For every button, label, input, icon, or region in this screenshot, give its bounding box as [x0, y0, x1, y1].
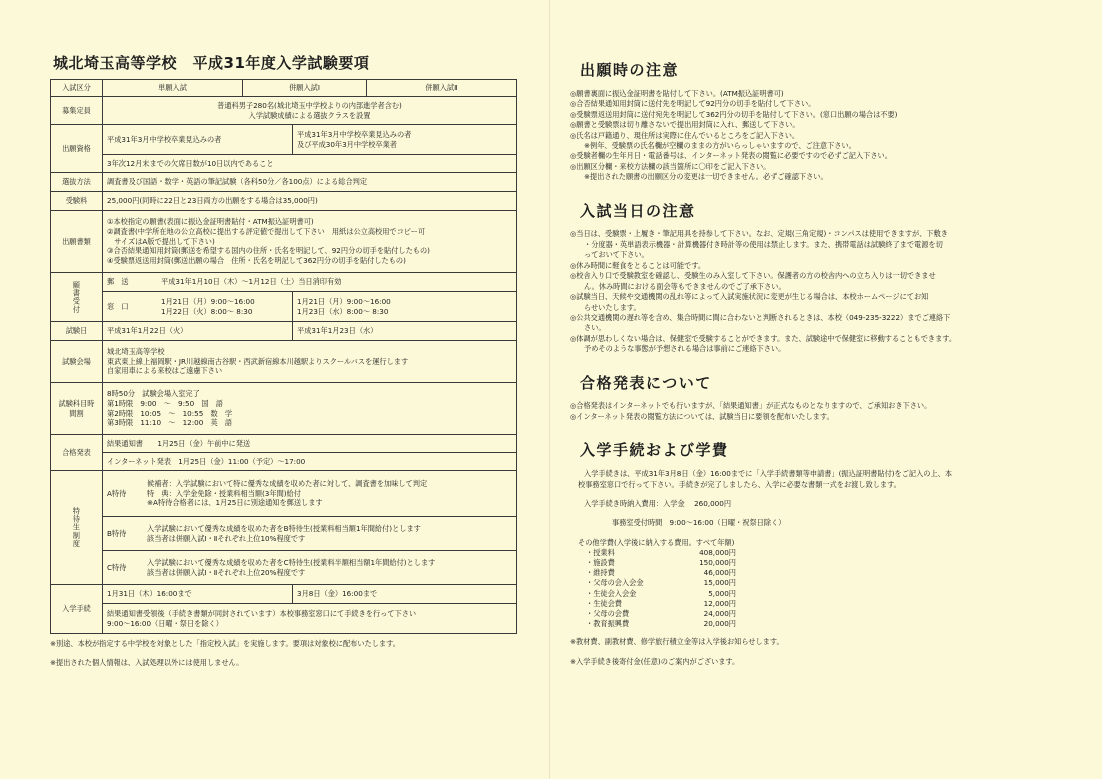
jimu-hours: 事務室受付時間 9:00～16:00（日曜・祝祭日除く） — [612, 518, 786, 528]
yuso-text: 平成31年1月10日（木）～1月12日（土）当日消印有効 — [161, 277, 342, 287]
fee-name: ・生徒会入会金 — [586, 588, 637, 598]
row-tokutai-c — [51, 551, 517, 585]
row-kamoku — [51, 383, 517, 435]
toujitsu-line: ◎試験当日、天候や交通機関の乱れ等によって入試実施状況に変更が生じる場合は、本校ホームページにてお知 — [570, 292, 929, 302]
sonota-heading: その他学費(入学後に納入する費用。すべて年額) — [578, 537, 735, 547]
toujitsu-line: ◎体調が思わしくない場合は、保健室で受験することができます。また、試験途中で保健室に移動することもできます。 — [570, 333, 957, 343]
shutsugan-line: ※例年、受験票の氏名欄が空欄のままの方がいらっしゃいますので、ご注意下さい。 — [584, 140, 856, 150]
tetsuzuki-value — [103, 604, 517, 634]
label-ryo: 受験料 — [51, 192, 103, 211]
fee-row — [570, 589, 736, 599]
gakuhi-intro-line: 校事務室窓口で行って下さい。手続きが完了しましたら、入学に必要な書類一式をお渡し致します。 — [578, 479, 901, 489]
kamoku-value — [103, 383, 517, 435]
row-gansho-madoguchi — [51, 292, 517, 322]
fee-row — [570, 548, 736, 558]
kaijo-line: 自家用車による来校はご遠慮下さい — [107, 366, 223, 376]
fee-name: ・教育振興費 — [586, 618, 630, 628]
tetsuzuki-left: 1月31日（木）16:00まで — [103, 585, 293, 604]
row-boshu — [51, 97, 517, 125]
shutsugan-line: ◎合否結果通知用封筒に送付先を明記して92円分の切手を貼付して下さい。 — [570, 99, 816, 109]
shigan-heigan-line: 及び平成30年3月中学校卒業者 — [297, 139, 397, 149]
row-shigan — [51, 125, 517, 155]
ryo-value: 25,000円(同時に22日と23日両方の出願をする場合は35,000円) — [103, 192, 517, 211]
toujitsu-line: さい。 — [584, 323, 606, 333]
gakuhi-note2: ※入学手続き後寄付金(任意)のご案内がございます。 — [570, 657, 740, 667]
col-heigan1: 併願入試Ⅰ — [243, 80, 367, 97]
toujitsu-line: ◎休み時間に軽食をとることは可能です。 — [570, 260, 706, 270]
row-tokutai-b — [51, 517, 517, 551]
fee-row — [570, 568, 736, 578]
nyugakukin: 入学手続き時納入費用：入学金 260,000円 — [584, 498, 732, 508]
fee-name: ・父母の会費 — [586, 608, 630, 618]
madoguchi-left-line: 1月21日（月）9:00～16:00 — [161, 296, 255, 306]
madoguchi-right — [293, 292, 517, 322]
madoguchi-right-line: 1月23日（水）8:00～ 8:30 — [297, 306, 389, 316]
boshu-line: 入学試験成績による選抜クラスを設置 — [248, 110, 371, 120]
shorui-line: ②調査書(中学所在地の公立高校に提出する評定値で提出して下さい 用紙は公立高校用でコピー可 — [107, 226, 426, 236]
happyo-list — [570, 401, 1060, 422]
shorui-line: ③合否結果通知用封筒(郵送を希望する国内の住所・氏名を明記して、92円分の切手を貼付したもの) — [107, 246, 430, 256]
label-tokutai: 特待生制度 — [51, 471, 103, 585]
madoguchi-right-line: 1月21日（月）9:00～16:00 — [297, 296, 391, 306]
toujitsu-line: らせいたします。 — [584, 302, 641, 312]
kaijo-line: 東武東上線上福岡駅・JR川越線南古谷駅・西武新宿線本川越駅よりスクールバスを運行します — [107, 356, 409, 366]
fee-amount: 150,000円 — [699, 558, 736, 568]
shorui-line: ①本校指定の願書(表面に振込金証明書貼付・ATM振込証明書可) — [107, 217, 314, 227]
tokutai-a-label: A特待 — [107, 488, 127, 498]
row-tetsuzuki-lines — [51, 604, 517, 634]
label-senko: 選抜方法 — [51, 173, 103, 192]
tetsuzuki-line: 結果通知書受領後（手続き書類が同封されています）本校事務室窓口にて手続きを行って下さい — [107, 608, 417, 618]
tokutai-b-line: 入学試験において優秀な成績を収めた者をB特待生(授業料相当額1年間給付)とします — [147, 523, 421, 533]
madoguchi-left-line: 1月22日（火）8:00～ 8:30 — [161, 306, 253, 316]
fee-name: ・授業料 — [586, 548, 615, 558]
shutsugan-line: ◎受験者欄の生年月日・電話番号は、インターネット発表の閲覧に必要ですので必ずご記入下さい。 — [570, 151, 892, 161]
page-title: 城北埼玉高等学校 平成31年度入学試験要項 — [53, 54, 370, 72]
tokutai-a-line: 特 典：入学金免除・授業料相当額(3年間)給付 — [147, 488, 301, 498]
label-shikenbi: 試験日 — [51, 322, 103, 341]
label-tetsuzuki: 入学手続 — [51, 585, 103, 634]
tokutai-a-line: 候補者：入学試験において特に優秀な成績を収めた者に対して、調査書を加味して判定 — [147, 478, 428, 488]
fee-amount: 5,000円 — [708, 588, 736, 598]
shorui-line: サイズはA版で提出して下さい) — [107, 236, 215, 246]
section-shutsugan — [570, 60, 1060, 183]
kaijo-line: 城北埼玉高等学校 — [107, 346, 165, 356]
shikenbi-left: 平成31年1月22日（火） — [103, 322, 293, 341]
section-gakuhi — [570, 440, 1060, 667]
row-kaijo — [51, 341, 517, 383]
fee-amount: 24,000円 — [703, 608, 736, 618]
senko-value: 調査書及び国語・数学・英語の筆記試験（各科50分／各100点）による総合判定 — [103, 173, 517, 192]
row-tetsuzuki-date — [51, 585, 517, 604]
fee-name: ・施設費 — [586, 558, 615, 568]
section-toujitsu — [570, 201, 1060, 355]
fee-row — [570, 619, 736, 629]
row-gokaku-tsuchi — [51, 435, 517, 453]
tokutai-c — [103, 551, 517, 585]
toujitsu-line: ◎校舎入り口で受験教室を確認し、受験生のみ入室して下さい。保護者の方の校舎内への立ち入りは一切できませ — [570, 271, 936, 281]
boshu-line: 普通科男子280名(城北埼玉中学校よりの内部進学者含む) — [217, 100, 402, 110]
shikenbi-right: 平成31年1月23日（水） — [293, 322, 517, 341]
fee-row — [570, 578, 736, 588]
tokutai-b — [103, 517, 517, 551]
shorui-line: ④受験票返送用封筒(郵送出願の場合 住所・氏名を明記して362円分の切手を貼付したもの) — [107, 256, 406, 266]
tokutai-c-line: 該当者は併願入試Ⅰ・Ⅱそれぞれ上位20%程度です — [147, 567, 306, 577]
toujitsu-line: ん。休み時間における面会等もできませんのでご了承下さい。 — [584, 281, 786, 291]
tetsuzuki-line: 9:00～16:00（日曜・祭日を除く） — [107, 618, 223, 628]
shutsugan-line: ※提出された願書の出願区分の変更は一切できません。必ずご確認下さい。 — [584, 172, 828, 182]
heading-toujitsu: 入試当日の注意 — [580, 201, 696, 220]
yuso-label: 郵 送 — [107, 277, 129, 287]
shigan-heigan-line: 平成31年3月中学校卒業見込みの者 — [297, 129, 412, 139]
row-gokaku-net — [51, 453, 517, 471]
shorui-value — [103, 211, 517, 273]
shutsugan-list — [570, 89, 1060, 183]
tokutai-a — [103, 471, 517, 517]
row-header — [51, 80, 517, 97]
kaijo-value — [103, 341, 517, 383]
tokutai-c-label: C特待 — [107, 562, 127, 572]
gokaku-net: インターネット発表 1月25日（金）11:00（予定）～17:00 — [103, 453, 517, 471]
fee-row — [570, 558, 736, 568]
fee-amount: 408,000円 — [699, 548, 736, 558]
gokaku-tsuchi: 結果通知書 1月25日（金）午前中に発送 — [103, 435, 517, 453]
fee-list — [570, 548, 1060, 629]
toujitsu-line: 予めそのような事態が予想される場合は事前にご連絡下さい。 — [584, 344, 786, 354]
label-kubun: 入試区分 — [51, 80, 103, 97]
row-shorui — [51, 211, 517, 273]
col-heigan2: 併願入試Ⅱ — [367, 80, 517, 97]
shutsugan-line: ◎出願区分欄・来校方法欄の該当箇所に〇印をご記入下さい。 — [570, 161, 771, 171]
toujitsu-line: ◎当日は、受験票・上履き・筆記用具を持参して下さい。なお、定規(三角定規)・コンパスは使用できますが、下敷き — [570, 229, 948, 239]
note-privacy: ※提出された個人情報は、入試処理以外には使用しません。 — [50, 658, 244, 667]
happyo-line: ◎合格発表はインターネットでも行いますが、「結果通知書」が正式なものとなりますので、ご承知おき下さい。 — [570, 401, 932, 411]
kamoku-line: 第1時限 9:00 ～ 9:50 国 語 — [107, 398, 223, 408]
note-shiteiko: ※別途、本校が指定する中学校を対象とした「指定校入試」を実施します。要項は対象校に配布いたします。 — [50, 639, 400, 648]
shutsugan-line: ◎受験票返送用封筒に送付宛先を明記して362円分の切手を貼付して下さい。(窓口出願の場合は不要) — [570, 109, 898, 119]
label-shorui: 出願書類 — [51, 211, 103, 273]
fee-amount: 15,000円 — [703, 578, 736, 588]
row-shikenbi — [51, 322, 517, 341]
shigan-tangan: 平成31年3月中学校卒業見込みの者 — [103, 125, 293, 155]
madoguchi-label: 窓 口 — [107, 301, 129, 311]
gakuhi-note1: ※教材費、副教材費、修学旅行積立金等は入学後お知らせします。 — [570, 636, 784, 646]
heading-shutsugan: 出願時の注意 — [580, 61, 680, 79]
tokutai-b-label: B特待 — [107, 528, 127, 538]
fee-name: ・維持費 — [586, 568, 615, 578]
fee-name: ・父母の会入会金 — [586, 578, 644, 588]
label-kaijo: 試験会場 — [51, 341, 103, 383]
label-shigan: 出願資格 — [51, 125, 103, 173]
kamoku-line: 第2時限 10:05 ～ 10:55 数 学 — [107, 408, 233, 418]
yuso-value — [103, 273, 517, 292]
tokutai-b-line: 該当者は併願入試Ⅰ・Ⅱそれぞれ上位10%程度です — [147, 533, 306, 543]
fee-amount: 12,000円 — [703, 598, 736, 608]
boshu-value — [103, 97, 517, 125]
heading-gakuhi: 入学手続および学費 — [580, 441, 729, 460]
toujitsu-line: ◎公共交通機関の遅れ等を含め、集合時間に間に合わないと判断されるときは、本校（049-235-3222）までご連絡下 — [570, 312, 951, 322]
gakuhi-intro-line: 入学手続きは、平成31年3月8日（金）16:00までに「入学手続書類等申請書」(振込証明書貼付)をご記入の上、本 — [584, 469, 953, 479]
label-kamoku: 試験科目時間割 — [51, 383, 103, 435]
row-tokutai-a — [51, 471, 517, 517]
left-column — [50, 52, 518, 668]
shutsugan-line: ◎願書と受験票は切り離さないで提出用封筒に入れ、郵送して下さい。 — [570, 120, 800, 130]
madoguchi-left — [103, 292, 293, 322]
tokutai-c-line: 入学試験において優秀な成績を収めた者をC特待生(授業料半額相当額1年間給付)とします — [147, 557, 436, 567]
shigan-heigan — [293, 125, 517, 155]
fee-amount: 46,000円 — [703, 568, 736, 578]
col-tangan: 単願入試 — [103, 80, 243, 97]
kamoku-line: 8時50分 試験会場入室完了 — [107, 389, 200, 399]
happyo-line: ◎インターネット発表の閲覧方法については、試験当日に要領を配布いたします。 — [570, 411, 834, 421]
label-gokaku: 合格発表 — [51, 435, 103, 471]
tokutai-a-line: ※A特待合格者には、1月25日に別途通知を郵送します — [147, 498, 323, 508]
row-shigan-note — [51, 155, 517, 173]
tetsuzuki-right: 3月8日（金）16:00まで — [293, 585, 517, 604]
shutsugan-line: ◎氏名は戸籍通り、現住所は実際に住んでいるところをご記入下さい。 — [570, 130, 800, 140]
toujitsu-line: っておいて下さい。 — [584, 250, 649, 260]
heading-happyo: 合格発表について — [580, 373, 712, 392]
row-gansho-yuso — [51, 273, 517, 292]
kamoku-line: 第3時限 11:10 ～ 12:00 英 語 — [107, 418, 233, 428]
row-ryo — [51, 192, 517, 211]
right-column — [570, 60, 1060, 668]
label-gansho: 願書受付 — [51, 273, 103, 322]
shutsugan-line: ◎願書裏面に振込金証明書を貼付して下さい。(ATM振込証明書可) — [570, 88, 784, 98]
row-senko — [51, 173, 517, 192]
shigan-note: 3年次12月末までの欠席日数が10日以内であること — [103, 155, 517, 173]
fee-row — [570, 599, 736, 609]
center-fold — [549, 0, 550, 779]
fee-name: ・生徒会費 — [586, 598, 622, 608]
label-boshu: 募集定員 — [51, 97, 103, 125]
section-happyo — [570, 373, 1060, 423]
toujitsu-line: ・分度器・英単語表示機器・計算機器付き時計等の使用は禁止します。また、携帯電話は試験終了まで電源を切 — [584, 239, 943, 249]
requirements-table — [50, 79, 517, 634]
fee-row — [570, 609, 736, 619]
toujitsu-list — [570, 229, 1060, 354]
fee-amount: 20,000円 — [703, 618, 736, 628]
